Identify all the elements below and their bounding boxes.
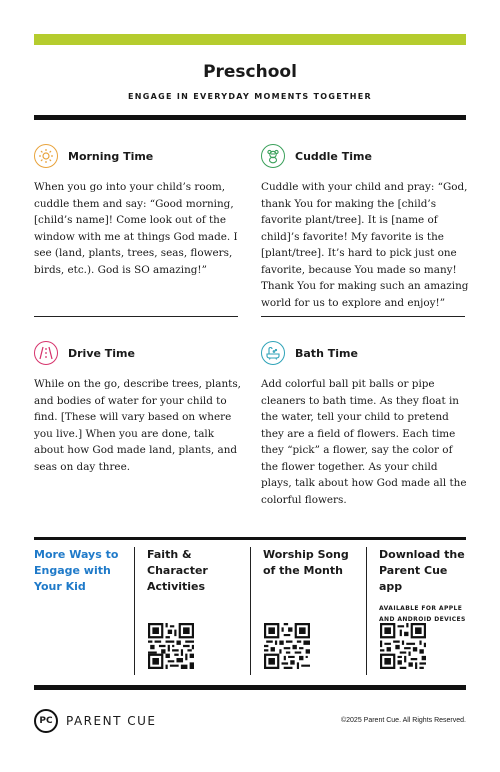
- card-body: Cuddle with your child and pray: “God, thank You for making the [child’s favorite plant/tree]. It is [name of child]’s favorite! My favorite is the [plant/tree]. It’s hard to pick just one favorite, because You made so many! Thank You for making such an amazing world for us to explore and enjoy!”: [261, 181, 469, 309]
- resource-title: Worship Song of the Month: [263, 548, 349, 577]
- qr-code-icon[interactable]: [264, 623, 310, 669]
- copyright-text: ©2025 Parent Cue. All Rights Reserved.: [340, 717, 466, 724]
- accent-bar: [34, 34, 466, 45]
- card-drive-time: [34, 340, 246, 475]
- more-ways-heading: More Ways to Engage with Your Kid: [34, 548, 119, 593]
- card-body: When you go into your child’s room, cuddle them and say: “Good morning, [child’s name]! Come look out of the window with me at things God made. I see (land, plants, trees, seas, flowers, birds, etc.). God is SO amazing!”: [34, 181, 238, 276]
- card-body: While on the go, describe trees, plants, and bodies of water for your child to find. [These will vary based on where you live.] When you are done, talk about how God made land, plants, and seas on day three.: [34, 378, 241, 473]
- logo-mark: PC: [34, 709, 58, 733]
- resources-section: [34, 547, 466, 675]
- footer-divider: [34, 685, 466, 690]
- logo-text: PARENT CUE: [66, 714, 157, 728]
- qr-code-icon[interactable]: [380, 623, 426, 669]
- qr-code-icon[interactable]: [148, 623, 194, 669]
- card-morning-time: [34, 143, 246, 278]
- parent-cue-logo[interactable]: [34, 709, 156, 733]
- resource-note: AVAILABLE FOR APPLE AND ANDROID DEVICES: [379, 605, 466, 623]
- resource-worship-song[interactable]: [250, 547, 362, 675]
- card-cuddle-time: [261, 143, 471, 311]
- card-divider: [34, 316, 238, 317]
- resource-title: Download the Parent Cue app: [379, 548, 465, 593]
- teddy-bear-icon: [261, 144, 285, 168]
- page-title: Preschool: [203, 62, 297, 82]
- header-divider: [34, 115, 466, 120]
- card-title: Morning Time: [68, 149, 154, 163]
- resource-title: Faith & Character Activities: [147, 548, 208, 593]
- resource-parent-cue-app[interactable]: [366, 547, 466, 675]
- card-title: Bath Time: [295, 346, 358, 360]
- card-bath-time: [261, 340, 471, 508]
- card-body: Add colorful ball pit balls or pipe cleaners to bath time. As they float in the water, tell your child to pretend they are a field of flowers. Each time they “pick” a flower, say the color of the flower together. As your child plays, talk about how God made all the colorful flowers.: [261, 378, 467, 506]
- card-title: Cuddle Time: [295, 149, 372, 163]
- card-divider: [261, 316, 465, 317]
- road-icon: [34, 341, 58, 365]
- resource-faith-character[interactable]: [134, 547, 246, 675]
- card-title: Drive Time: [68, 346, 135, 360]
- bathtub-icon: [261, 341, 285, 365]
- sun-icon: [34, 144, 58, 168]
- section-divider: [34, 537, 466, 540]
- page-subtitle: ENGAGE IN EVERYDAY MOMENTS TOGETHER: [128, 92, 372, 101]
